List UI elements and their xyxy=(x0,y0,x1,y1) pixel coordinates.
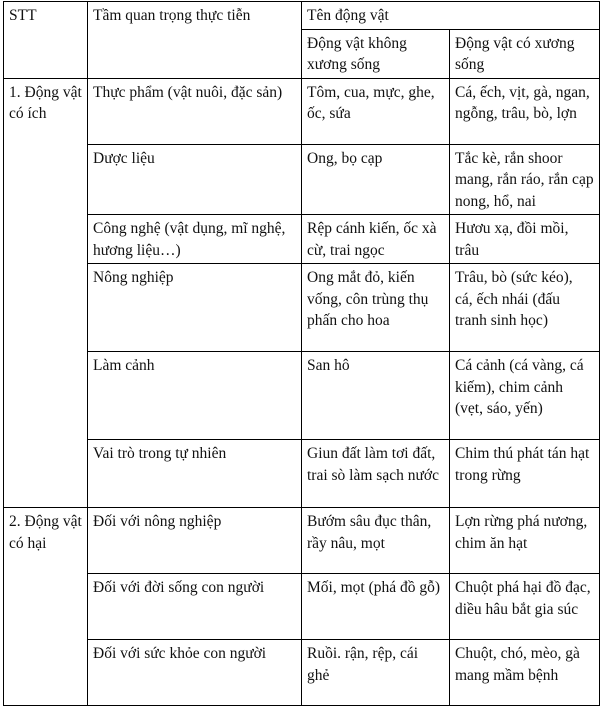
invertebrate-cell: Bướm sâu đục thân, rầy nâu, mọt xyxy=(302,508,450,574)
importance-cell: Nông nghiệp xyxy=(88,264,302,352)
vertebrate-cell: Cá, ếch, vịt, gà, ngan, ngỗng, trâu, bò, lợn xyxy=(450,78,600,144)
header-importance: Tầm quan trọng thực tiễn xyxy=(88,2,302,79)
table-row xyxy=(4,640,600,706)
importance-cell: Đối với sức khỏe con người xyxy=(88,640,302,706)
importance-cell: Công nghệ (vật dụng, mĩ nghệ, hương liệu…) xyxy=(88,215,302,264)
animal-importance-table xyxy=(3,1,600,706)
invertebrate-cell: Tôm, cua, mực, ghe, ốc, sứa xyxy=(302,78,450,144)
table-row xyxy=(4,352,600,440)
importance-cell: Thực phẩm (vật nuôi, đặc sản) xyxy=(88,78,302,144)
table-row xyxy=(4,574,600,640)
invertebrate-cell: San hô xyxy=(302,352,450,440)
vertebrate-cell: Hươu xạ, đồi mồi, trâu xyxy=(450,215,600,264)
vertebrate-cell: Lợn rừng phá nương, chim ăn hạt xyxy=(450,508,600,574)
group-label-harmful: 2. Động vật có hại xyxy=(4,508,88,706)
importance-cell: Đối với đời sống con người xyxy=(88,574,302,640)
invertebrate-cell: Mối, mọt (phá đồ gỗ) xyxy=(302,574,450,640)
vertebrate-cell: Chim thú phát tán hạt trong rừng xyxy=(450,440,600,508)
header-vertebrates: Động vật có xương sống xyxy=(450,29,600,78)
invertebrate-cell: Giun đất làm tơi đất, trai sò làm sạch nước xyxy=(302,440,450,508)
header-animal-names: Tên động vật xyxy=(302,2,600,30)
table-row xyxy=(4,215,600,264)
importance-cell: Làm cảnh xyxy=(88,352,302,440)
header-invertebrates: Động vật không xương sống xyxy=(302,29,450,78)
vertebrate-cell: Cá cảnh (cá vàng, cá kiếm), chim cảnh (vẹt, sáo, yến) xyxy=(450,352,600,440)
header-stt: STT xyxy=(4,2,88,79)
table-row xyxy=(4,264,600,352)
group-label-useful: 1. Động vật có ích xyxy=(4,78,88,508)
importance-cell: Đối với nông nghiệp xyxy=(88,508,302,574)
invertebrate-cell: Ruồi. rận, rệp, cái ghẻ xyxy=(302,640,450,706)
importance-cell: Dược liệu xyxy=(88,144,302,215)
table-row xyxy=(4,78,600,144)
vertebrate-cell: Chuột, chó, mèo, gà mang mầm bệnh xyxy=(450,640,600,706)
importance-cell: Vai trò trong tự nhiên xyxy=(88,440,302,508)
table-row xyxy=(4,144,600,215)
invertebrate-cell: Ong mắt đỏ, kiến vống, côn trùng thụ phấn cho hoa xyxy=(302,264,450,352)
table-row xyxy=(4,440,600,508)
header-row xyxy=(4,2,600,30)
invertebrate-cell: Ong, bọ cạp xyxy=(302,144,450,215)
invertebrate-cell: Rệp cánh kiến, ốc xà cừ, trai ngọc xyxy=(302,215,450,264)
table-row xyxy=(4,508,600,574)
vertebrate-cell: Chuột phá hại đồ đạc, diều hâu bắt gia súc xyxy=(450,574,600,640)
vertebrate-cell: Tắc kè, rắn shoor mang, rắn ráo, rắn cạp nong, hổ, nai xyxy=(450,144,600,215)
vertebrate-cell: Trâu, bò (sức kéo), cá, ếch nhái (đấu tranh sinh học) xyxy=(450,264,600,352)
